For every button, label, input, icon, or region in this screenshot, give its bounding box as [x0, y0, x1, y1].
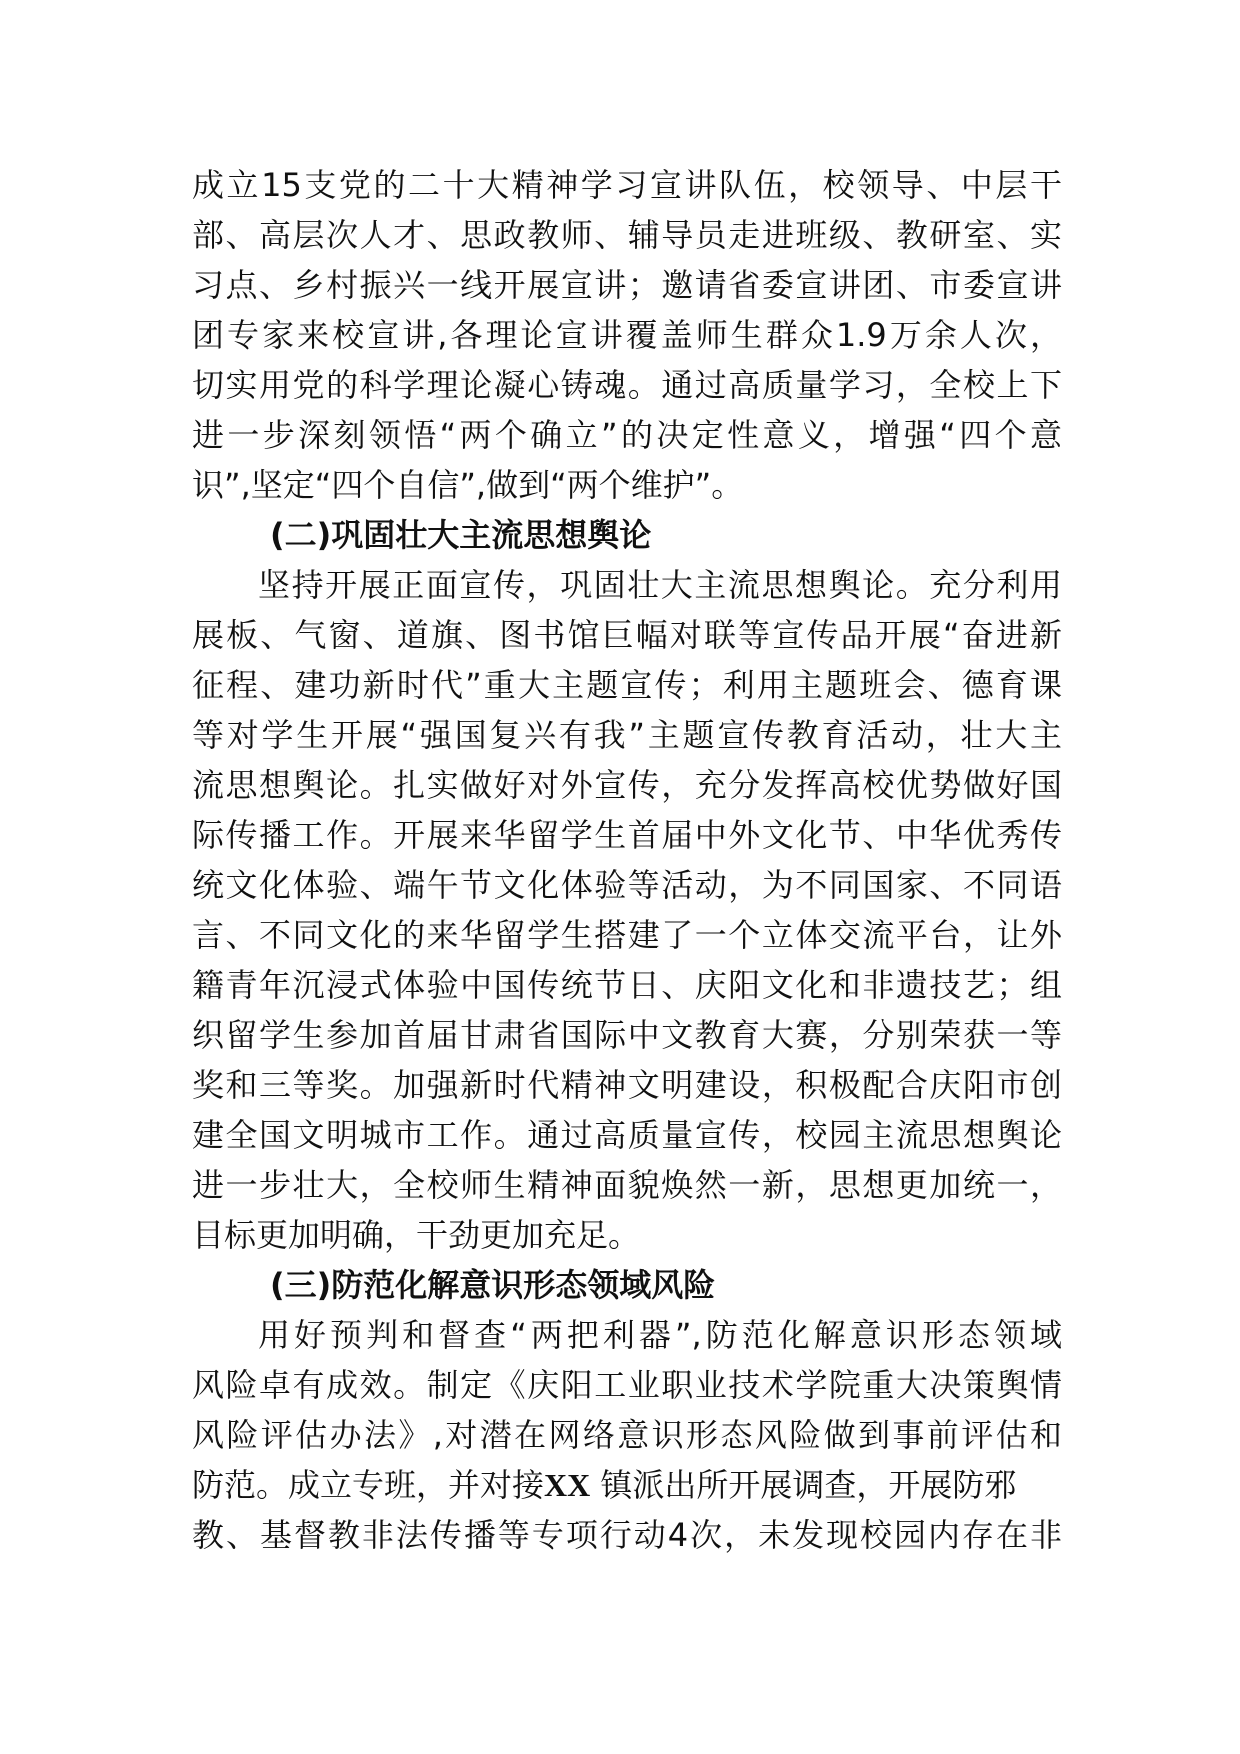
text-run: 镇派出所开展调查，开展防邪	[590, 1466, 1017, 1504]
paragraph-line: 展板、气窗、道旗、图书馆巨幅对联等宣传品开展“奋进新	[192, 616, 1062, 654]
paragraph-line: 成立15支党的二十大精神学习宣讲队伍，校领导、中层干	[192, 166, 1062, 204]
section-heading: (二)巩固壮大主流思想舆论	[270, 516, 652, 554]
paragraph-line: 部、高层次人才、思政教师、辅导员走进班级、教研室、实	[192, 216, 1062, 254]
paragraph-line: 流思想舆论。扎实做好对外宣传，充分发挥高校优势做好国	[192, 766, 1062, 804]
text-run: XX	[544, 1467, 591, 1503]
paragraph-line: 征程、建功新时代”重大主题宣传；利用主题班会、德育课	[192, 666, 1062, 704]
paragraph-line: 教、基督教非法传播等专项行动4次，未发现校园内存在非	[192, 1516, 1062, 1554]
paragraph-line: 建全国文明城市工作。通过高质量宣传，校园主流思想舆论	[192, 1116, 1062, 1154]
paragraph-line: 进一步壮大，全校师生精神面貌焕然一新，思想更加统一，	[192, 1166, 1062, 1204]
paragraph-line: 织留学生参加首届甘肃省国际中文教育大赛，分别荣获一等	[192, 1016, 1062, 1054]
paragraph-line: 切实用党的科学理论凝心铸魂。通过高质量学习，全校上下	[192, 366, 1062, 404]
paragraph-line: 风险评估办法》,对潜在网络意识形态风险做到事前评估和	[192, 1416, 1062, 1454]
paragraph-line: 坚持开展正面宣传，巩固壮大主流思想舆论。充分利用	[258, 566, 1062, 604]
paragraph-line: 奖和三等奖。加强新时代精神文明建设，积极配合庆阳市创	[192, 1066, 1062, 1104]
paragraph-line: 目标更加明确，干劲更加充足。	[192, 1216, 641, 1254]
paragraph-line: 等对学生开展“强国复兴有我”主题宣传教育活动，壮大主	[192, 716, 1062, 754]
paragraph-line: 风险卓有成效。制定《庆阳工业职业技术学院重大决策舆情	[192, 1366, 1062, 1404]
paragraph-line: 团专家来校宣讲,各理论宣讲覆盖师生群众1.9万余人次，	[192, 316, 1062, 354]
paragraph-line: 进一步深刻领悟“两个确立”的决定性意义，增强“四个意	[192, 416, 1062, 454]
paragraph-line: 统文化体验、端午节文化体验等活动，为不同国家、不同语	[192, 866, 1062, 904]
paragraph-line	[192, 1460, 1062, 1510]
paragraph-line: 用好预判和督查“两把利器”,防范化解意识形态领域	[258, 1316, 1062, 1354]
text-run: 防范。成立专班，并对接	[192, 1466, 545, 1504]
paragraph-line: 籍青年沉浸式体验中国传统节日、庆阳文化和非遗技艺；组	[192, 966, 1062, 1004]
paragraph-line: 习点、乡村振兴一线开展宣讲；邀请省委宣讲团、市委宣讲	[192, 266, 1062, 304]
paragraph-line: 际传播工作。开展来华留学生首届中外文化节、中华优秀传	[192, 816, 1062, 854]
paragraph-line: 言、不同文化的来华留学生搭建了一个立体交流平台，让外	[192, 916, 1062, 954]
paragraph-line: 识”,坚定“四个自信”,做到“两个维护”。	[192, 466, 744, 504]
section-heading: (三)防范化解意识形态领域风险	[270, 1266, 716, 1304]
